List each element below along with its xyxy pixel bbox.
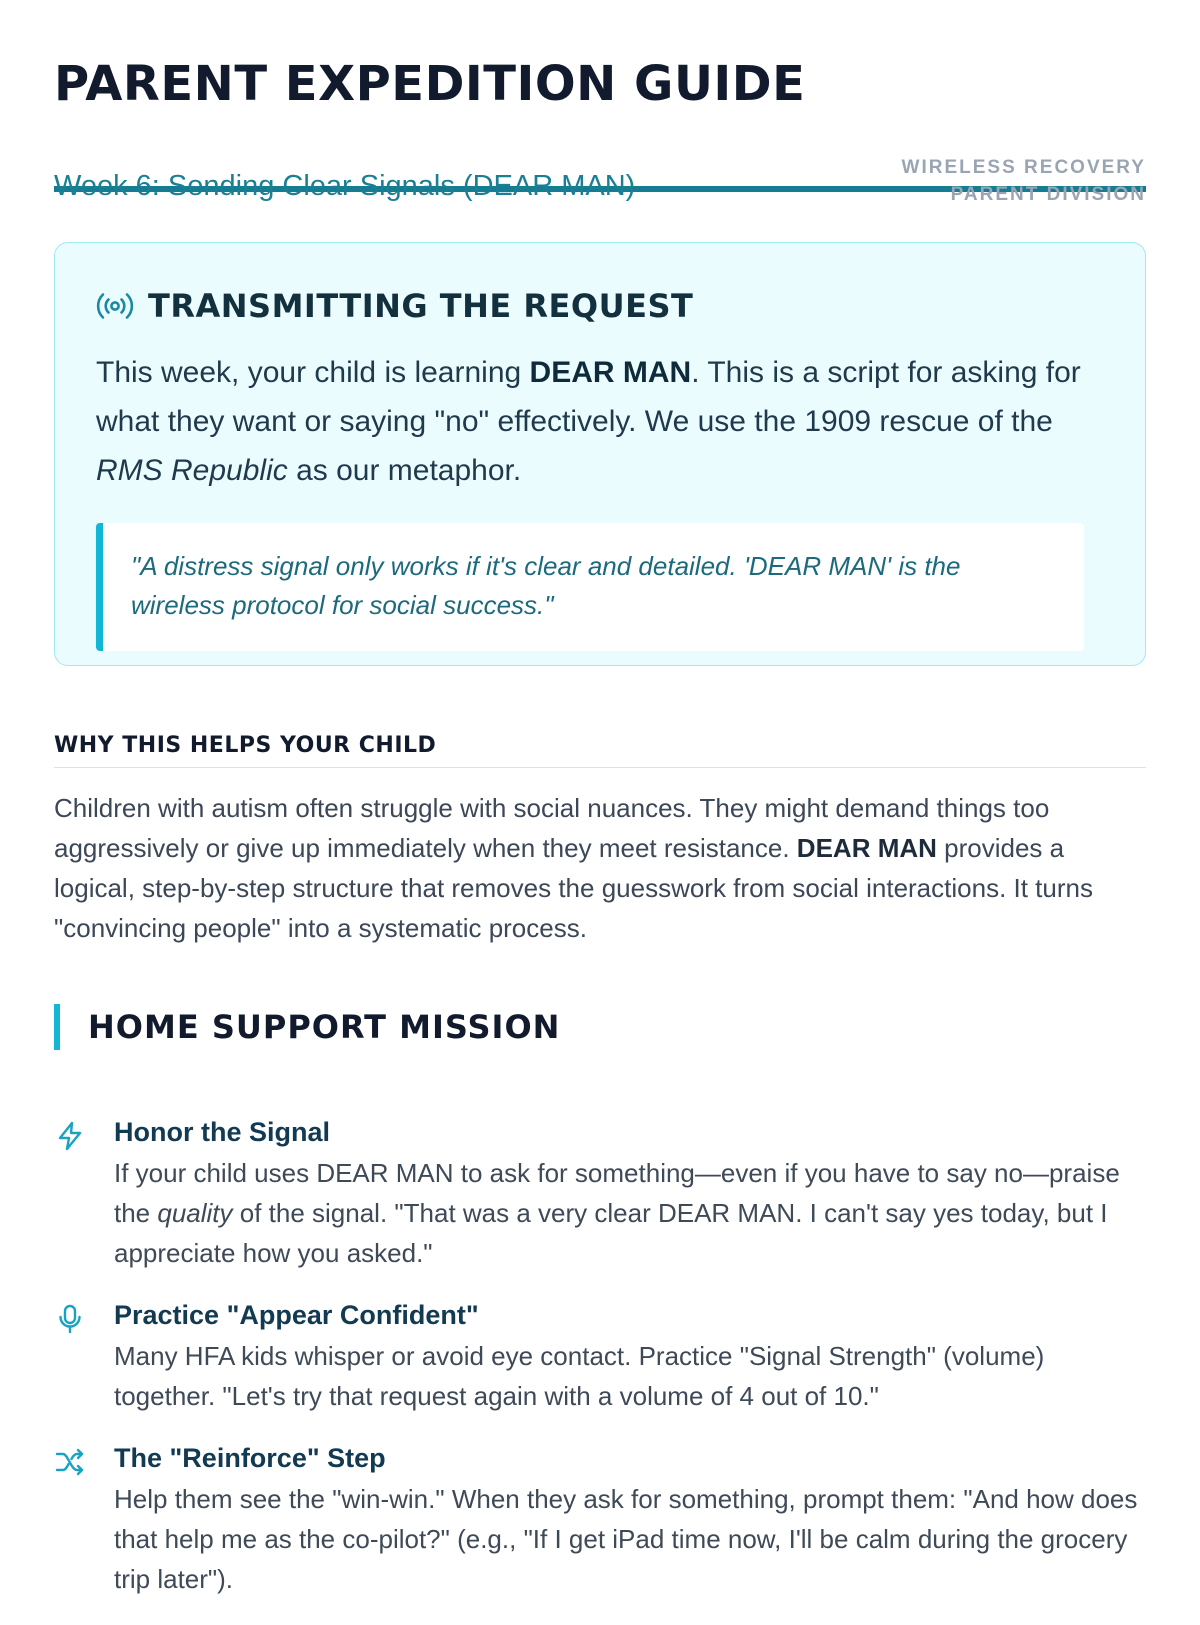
why-text-part-1: Children with autism often struggle with social nuances. They might demand things too aggressively or give up immediately when they meet resistance. — [54, 793, 1050, 863]
mission-item-text — [114, 1153, 1146, 1273]
panel-text-bold: DEAR MAN — [529, 356, 692, 389]
mission-item-text-part-1: If your child uses DEAR MAN to ask for something—even if you have to say no—praise the — [114, 1158, 1120, 1228]
request-panel — [54, 242, 1146, 666]
mission-item-text: Many HFA kids whisper or avoid eye contact. Practice "Signal Strength" (volume) together. "Let's try that request again with a volume of 4 out of 10." — [114, 1341, 1045, 1411]
panel-text-part-1: This week, your child is learning — [96, 356, 530, 389]
why-text — [54, 788, 1146, 948]
division-label — [902, 154, 1146, 208]
why-title: WHY THIS HELPS YOUR CHILD — [54, 733, 1146, 768]
mission-item-honor-signal — [54, 1116, 1146, 1273]
broadcast-icon — [96, 291, 134, 321]
division-line-2: PARENT DIVISION — [950, 184, 1146, 205]
mission-item-text-italic: quality — [157, 1198, 233, 1228]
mission-item-title: Honor the Signal — [114, 1117, 330, 1147]
why-text-part-2: provides a logical, step-by-step structure that removes the guesswork from social interactions. It turns "convincing people" into a systematic process. — [54, 833, 1093, 943]
mission-list — [54, 1116, 1146, 1625]
lightning-icon — [54, 1120, 86, 1152]
mission-item-reinforce-step — [54, 1442, 1146, 1599]
mission-heading — [54, 1004, 560, 1050]
panel-text-italic: RMS Republic — [96, 454, 288, 487]
mission-accent-bar — [54, 1004, 60, 1050]
panel-title: TRANSMITTING THE REQUEST — [148, 287, 694, 325]
shuffle-icon — [54, 1446, 86, 1478]
panel-text-part-2: . This is a script for asking for what they want or saying "no" effectively. We use the 1909 rescue of the — [96, 356, 1081, 438]
panel-heading — [96, 286, 1105, 326]
page-header — [54, 52, 1146, 205]
panel-text-part-3: as our metaphor. — [287, 454, 522, 487]
mission-item-title: The "Reinforce" Step — [114, 1443, 386, 1473]
mission-title: HOME SUPPORT MISSION — [88, 1008, 561, 1046]
microphone-icon — [54, 1303, 86, 1335]
page-title: PARENT EXPEDITION GUIDE — [54, 56, 806, 112]
panel-quote: "A distress signal only works if it's clear and detailed. 'DEAR MAN' is the wireless protocol for social success." — [96, 523, 1084, 651]
mission-item-appear-confident — [54, 1299, 1146, 1416]
panel-intro-text — [96, 348, 1105, 495]
page-subtitle: Week 6: Sending Clear Signals (DEAR MAN) — [54, 170, 636, 202]
mission-item-text-part-2: of the signal. "That was a very clear DEAR MAN. I can't say yes today, but I appreciate how you asked." — [114, 1198, 1108, 1268]
why-section — [54, 733, 1146, 948]
mission-item-text: Help them see the "win-win." When they ask for something, prompt them: "And how does that help me as the co-pilot?" (e.g., "If I get iPad time now, I'll be calm during the grocery trip later"). — [114, 1484, 1138, 1594]
mission-item-title: Practice "Appear Confident" — [114, 1300, 479, 1330]
division-line-1: WIRELESS RECOVERY — [901, 157, 1146, 178]
why-text-bold: DEAR MAN — [796, 833, 937, 863]
